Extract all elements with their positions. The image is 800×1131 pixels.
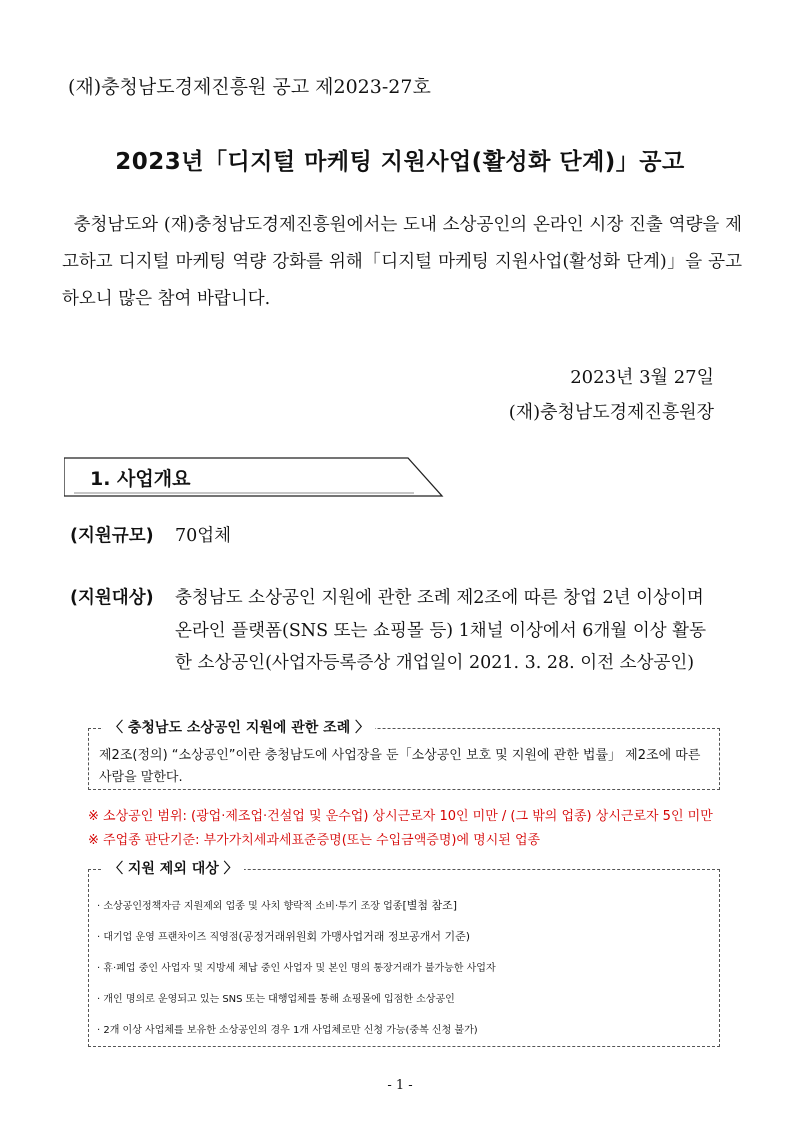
list-item: · 개인 명의로 운영되고 있는 SNS 또는 대행업체를 통해 쇼핑몰에 입점한 소상공인: [97, 994, 455, 1005]
section-heading: 1. 사업개요: [90, 468, 191, 490]
list-item: · 소상공인정책자금 지원제외 업종 및 사치 향락적 소비·투기 조장 업종[별첨 참조]: [97, 899, 458, 912]
small-business-scope-note: ※ 소상공인 범위: (광업·제조업·건설업 및 운수업) 상시근로자 10인 미만 / (그 밖의 업종) 상시근로자 5인 미만: [88, 809, 713, 824]
support-target-value: 충청남도 소상공인 지원에 관한 조례 제2조에 따른 창업 2년 이상이며 온라인 플랫폼(SNS 또는 쇼핑몰 등) 1채널 이상에서 6개월 이상 활동한 소상공인(사업자등록증상 개업일이 2021. 3. 28. 이전 소상공인): [175, 588, 706, 673]
intro-paragraph: [62, 207, 742, 318]
support-scale-label: (지원규모): [70, 526, 154, 546]
exclusion-list: [97, 890, 713, 1045]
exclusion-box: [88, 861, 720, 1047]
ordinance-box-title: 〈 충청남도 소상공인 지원에 관한 조례 〉: [103, 717, 375, 737]
ordinance-box: [88, 720, 720, 790]
support-target-label: (지원대상): [70, 588, 154, 608]
main-industry-criteria-note: ※ 주업종 판단기준: 부가가치세과세표준증명(또는 수입금액증명)에 명시된 업종: [88, 833, 541, 848]
announcement-date: 2023년 3월 27일: [570, 367, 714, 388]
intro-text: 충청남도와 (재)충청남도경제진흥원에서는 도내 소상공인의 온라인 시장 진출 역량을 제고하고 디지털 마케팅 역량 강화를 위해「디지털 마케팅 지원사업(활성화 단계)」을 공고하오니 많은 참여 바랍니다.: [62, 215, 742, 309]
section-heading-box: [64, 457, 444, 497]
page-number: - 1 -: [387, 1078, 413, 1093]
issuing-organization: (재)충청남도경제진흥원장: [508, 402, 714, 423]
notice-number: (재)충청남도경제진흥원 공고 제2023-27호: [68, 76, 431, 98]
support-scale-value: 70업체: [175, 526, 232, 546]
document-title: 2023년「디지털 마케팅 지원사업(활성화 단계)」공고: [115, 149, 685, 175]
list-item: · 2개 이상 사업체를 보유한 소상공인의 경우 1개 사업체로만 신청 가능(중복 신청 불가): [97, 1025, 478, 1036]
list-item: · 휴·폐업 중인 사업자 및 지방세 체납 중인 사업자 및 본인 명의 통장거래가 불가능한 사업자: [97, 963, 496, 974]
exclusion-box-title: 〈 지원 제외 대상 〉: [103, 858, 244, 878]
list-item: · 대기업 운영 프랜차이즈 직영점(공정거래위원회 가맹사업거래 정보공개서 기준): [97, 930, 471, 943]
ordinance-text: 제2조(정의) “소상공인”이란 충청남도에 사업장을 둔「소상공인 보호 및 지원에 관한 법률」 제2조에 따른 사람을 말한다.: [99, 748, 701, 785]
